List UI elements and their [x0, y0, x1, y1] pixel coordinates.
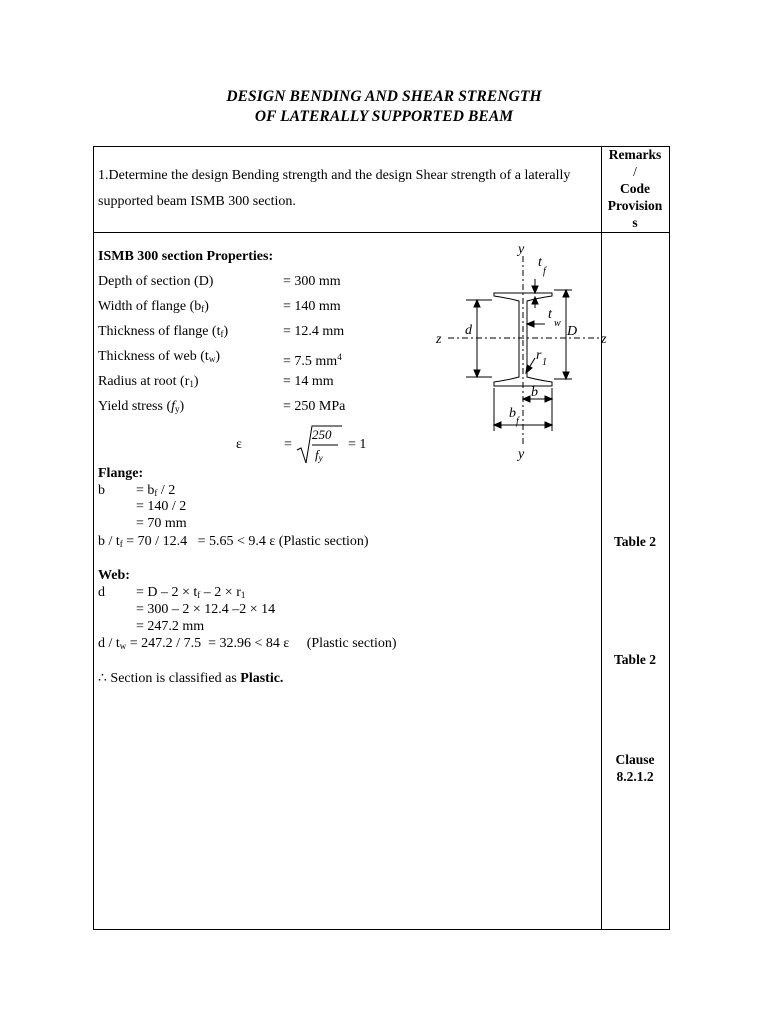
epsilon-symbol: ε [236, 437, 242, 452]
z-axis-right-label: z [601, 332, 607, 347]
tw-label: t [548, 307, 552, 322]
problem-line1: 1.Determine the design Bending strength and the design Shear strength of a laterally [98, 168, 571, 183]
remarks-header-line4: Provision [607, 198, 663, 213]
web-thickness-label: Thickness of web $(t_w)$ [98, 349, 220, 364]
r1-label-sub: 1 [542, 357, 547, 368]
remark-table2-web: Table 2 [614, 652, 656, 667]
b-label: b [531, 385, 538, 400]
remarks-header-line1: Remarks [608, 147, 662, 162]
yield-stress-value: = 250 MPa [283, 399, 346, 414]
depth-value: = 300 mm [283, 274, 341, 289]
web-d-eq1: = $D - 2 \times t_f - 2 \times r_1$ [136, 585, 246, 600]
remark-clause-line2: 8.2.1.2 [616, 769, 654, 784]
problem-line2: supported beam ISMB 300 section. [98, 194, 296, 209]
D-label: D [567, 324, 578, 339]
web-thickness-value: = 7.5 $mm^4$ [283, 352, 342, 369]
bf-label: b [509, 406, 516, 421]
remark-table2-flange: Table 2 [614, 534, 656, 549]
document-title-line1: DESIGN BENDING AND SHEAR STRENGTH [226, 88, 542, 105]
header-row-divider [93, 232, 670, 233]
web-d-label: d [98, 585, 105, 600]
remarks-header-line5: s [632, 215, 638, 230]
epsilon-equals: = [284, 437, 292, 452]
ismb-section-diagram [430, 236, 610, 464]
y-axis-bottom-label: y [518, 447, 525, 462]
flange-ratio: $b / t_f = 70 / 12.4 = 5.65 < 9.4$ ε (Plastic section) [98, 534, 369, 549]
document-title-line2: OF LATERALLY SUPPORTED BEAM [254, 108, 514, 125]
flange-b-label: b [98, 483, 105, 498]
d-label: d [465, 323, 472, 338]
r1-label: r [536, 348, 542, 363]
web-heading: Web: [98, 568, 130, 583]
epsilon-result: = 1 [348, 437, 367, 452]
sqrt-numerator: 250 [312, 427, 332, 442]
bf-label-sub: f [516, 416, 519, 427]
web-ratio: $d / t_w = 247.2 / 7.5 = 32.96 < 84$ ε (Plastic section) [98, 636, 397, 651]
depth-label: Depth of section (D) [98, 274, 214, 289]
classification-conclusion: ∴ Section is classified as Plastic. [98, 671, 284, 686]
remarks-header-line3: Code [620, 181, 650, 196]
remarks-header-line2: / [633, 164, 637, 179]
tw-label-sub: w [554, 318, 561, 329]
sqrt-denominator: $f_y$ [315, 447, 323, 463]
y-axis-top-label: y [518, 242, 525, 257]
flange-heading: Flange: [98, 466, 144, 481]
yield-stress-label: Yield stress $(f_y)$ [98, 399, 185, 414]
web-d-eq2: = 300 – 2 × 12.4 –2 × 14 [136, 602, 276, 617]
web-d-eq3: = 247.2 mm [136, 619, 205, 634]
flange-thickness-value: = 12.4 mm [283, 324, 345, 339]
tf-label-sub: f [543, 266, 546, 277]
z-axis-left-label: z [436, 332, 442, 347]
properties-heading: ISMB 300 section Properties: [98, 249, 274, 264]
flange-b-eq3: = 70 mm [136, 516, 187, 531]
flange-thickness-label: Thickness of flange $(t_f)$ [98, 324, 229, 339]
flange-b-eq2: = 140 / 2 [136, 499, 187, 514]
flange-b-eq1: = $b_f / 2$ [136, 483, 176, 498]
root-radius-label: Radius at root $(r_1)$ [98, 374, 199, 389]
flange-width-label: Width of flange $(b_f)$ [98, 299, 209, 314]
root-radius-value: = 14 mm [283, 374, 334, 389]
remark-clause-line1: Clause [615, 752, 655, 767]
tf-label: t [538, 255, 542, 270]
flange-width-value: = 140 mm [283, 299, 341, 314]
